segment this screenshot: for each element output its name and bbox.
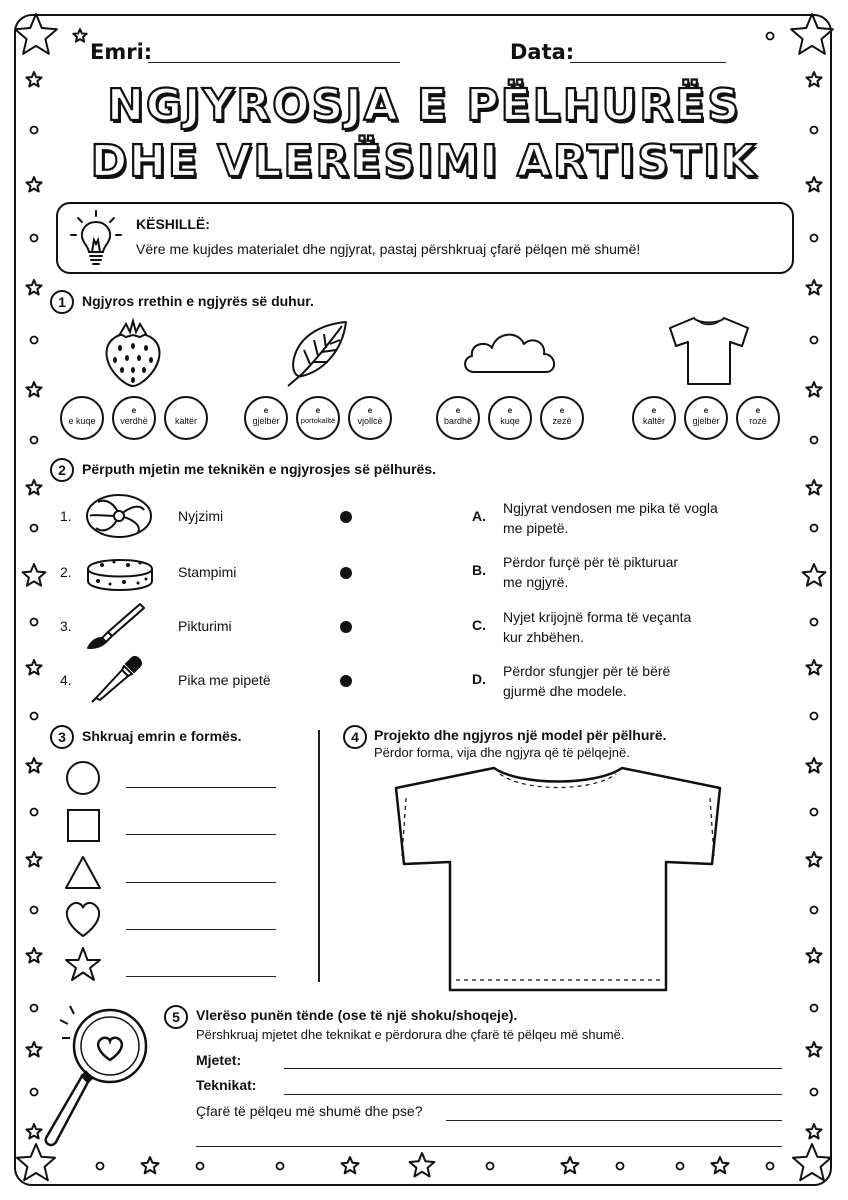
color-option-label: bardhë	[443, 416, 473, 426]
match-option-text: kur zhbëhen.	[503, 629, 584, 645]
color-option-label: zezë	[552, 416, 572, 426]
dot-icon	[811, 809, 818, 816]
star-icon	[26, 948, 41, 963]
section-5-title: Vlerëso punën tënde (ose të një shoku/shoqeje).	[196, 1007, 518, 1023]
question-label: Çfarë të pëlqeu më shumë dhe pse?	[196, 1103, 423, 1119]
match-option-text: gjurmë dhe modele.	[503, 683, 627, 699]
star-shape	[66, 948, 100, 980]
section-2-number: 2	[50, 458, 74, 482]
techniques-answer-line[interactable]	[284, 1094, 782, 1095]
color-option-bubble[interactable]	[684, 396, 728, 440]
star-icon	[26, 852, 41, 867]
section-4-subtitle: Përdor forma, vija dhe ngjyra që të pëlqejnë.	[374, 745, 630, 760]
square-shape	[68, 810, 99, 841]
star-icon	[806, 480, 821, 495]
design-tshirt-canvas[interactable]	[390, 764, 726, 994]
color-option-bubble[interactable]	[540, 396, 584, 440]
section-3-title: Shkruaj emrin e formës.	[82, 728, 242, 744]
dot-icon	[767, 33, 774, 40]
match-dot[interactable]	[340, 567, 352, 579]
color-option-label: kaltër	[174, 416, 197, 426]
color-option-bubble[interactable]	[112, 396, 156, 440]
tip-text: Vëre me kujdes materialet dhe ngjyrat, pastaj përshkruaj çfarë pëlqen më shumë!	[136, 241, 641, 257]
dot-icon	[811, 525, 818, 532]
color-option-label: gjelbër	[252, 416, 280, 426]
dot-icon	[31, 907, 38, 914]
match-item-number: 2.	[60, 564, 72, 580]
magnifier-heart-icon	[40, 1000, 150, 1150]
dot-icon	[31, 713, 38, 720]
star-icon	[26, 758, 41, 773]
star-icon	[806, 948, 821, 963]
dot-icon	[31, 437, 38, 444]
lightbulb-icon	[66, 208, 126, 268]
dot-icon	[197, 1163, 204, 1170]
star-icon	[806, 1124, 821, 1139]
star-icon	[806, 852, 821, 867]
star-icon	[803, 564, 826, 586]
section-4-title: Projekto dhe ngjyros një model për pëlhurë.	[374, 727, 667, 743]
star-icon	[806, 280, 821, 295]
match-option-text: Përdor furçë për të pikturuar	[503, 554, 679, 570]
corner-star-icon	[791, 14, 833, 54]
match-option-letter: D.	[472, 671, 486, 687]
color-option-prefix: e	[315, 406, 321, 415]
tools-label: Mjetet:	[196, 1052, 242, 1068]
color-option-bubble[interactable]	[164, 396, 208, 440]
dot-icon	[277, 1163, 284, 1170]
dot-icon	[31, 337, 38, 344]
match-item-label: Nyjzimi	[178, 508, 224, 524]
dot-icon	[617, 1163, 624, 1170]
dot-icon	[811, 437, 818, 444]
match-option-letter: C.	[472, 617, 486, 633]
dot-icon	[811, 619, 818, 626]
date-label: Data:	[510, 40, 575, 64]
dot-icon	[31, 235, 38, 242]
color-option-prefix: e	[367, 406, 373, 415]
match-item-number: 1.	[60, 508, 72, 524]
match-item-number: 3.	[60, 618, 72, 634]
cloud-icon	[460, 328, 560, 378]
page-title-line-1: NGJYROSJA E PËLHURËS	[107, 80, 741, 131]
dot-icon	[31, 809, 38, 816]
match-item-number: 4.	[60, 672, 72, 688]
star-icon	[26, 280, 41, 295]
star-icon	[806, 758, 821, 773]
sponge-icon	[84, 553, 156, 593]
color-option-prefix: e	[755, 406, 761, 415]
section-4-number: 4	[343, 725, 367, 749]
name-line[interactable]	[148, 62, 400, 63]
shape-answer-line[interactable]	[126, 976, 276, 977]
color-option-label: kaltër	[642, 416, 665, 426]
shape-answer-line[interactable]	[126, 834, 276, 835]
match-item-label: Pikturimi	[178, 618, 232, 634]
star-icon	[26, 660, 41, 675]
heart-shape	[67, 903, 99, 936]
match-dot[interactable]	[340, 621, 352, 633]
color-option-bubble[interactable]	[348, 396, 392, 440]
tshirt-icon	[664, 314, 754, 386]
star-icon	[26, 480, 41, 495]
dot-icon	[811, 337, 818, 344]
dot-icon	[31, 619, 38, 626]
shapes-column	[60, 756, 120, 996]
star-icon	[26, 382, 41, 397]
strawberry-icon	[98, 318, 168, 388]
dot-icon	[811, 1005, 818, 1012]
dot-icon	[487, 1163, 494, 1170]
dot-icon	[31, 1005, 38, 1012]
page-title-line-2: DHE VLERËSIMI ARTISTIK	[90, 136, 758, 187]
color-option-bubble[interactable]	[488, 396, 532, 440]
color-option-bubble[interactable]	[736, 396, 780, 440]
color-option-prefix: e	[559, 406, 565, 415]
section-1-title: Ngjyros rrethin e ngjyrës së duhur.	[82, 293, 314, 309]
color-option-bubble[interactable]	[296, 396, 340, 440]
match-option-text: Ngjyrat vendosen me pika të vogla	[503, 500, 718, 516]
match-option-text: Nyjet krijojnë forma të veçanta	[503, 609, 692, 625]
techniques-label: Teknikat:	[196, 1077, 257, 1093]
star-icon	[341, 1157, 358, 1173]
color-option-bubble[interactable]	[436, 396, 480, 440]
dot-icon	[811, 713, 818, 720]
section-5-number: 5	[164, 1005, 188, 1029]
star-icon	[806, 660, 821, 675]
dot-icon	[31, 525, 38, 532]
color-option-label: portokalltë	[300, 416, 336, 425]
dot-icon	[677, 1163, 684, 1170]
dot-icon	[97, 1163, 104, 1170]
circle-shape	[67, 762, 99, 794]
color-option-prefix: e	[651, 406, 657, 415]
triangle-shape	[66, 857, 100, 888]
tie-dye-icon	[84, 492, 154, 540]
star-icon	[73, 29, 86, 42]
question-answer-line[interactable]	[446, 1120, 782, 1121]
star-icon	[23, 564, 46, 586]
section-2-title: Përputh mjetin me teknikën e ngjyrosjes së pëlhurës.	[82, 461, 437, 477]
dot-icon	[811, 235, 818, 242]
star-icon	[410, 1153, 435, 1177]
color-option-label: e kuqe	[68, 416, 96, 426]
match-option-text: me pipetë.	[503, 520, 569, 536]
color-option-prefix: e	[263, 406, 269, 415]
color-option-prefix: e	[131, 406, 137, 415]
match-dot[interactable]	[340, 675, 352, 687]
star-icon	[806, 382, 821, 397]
section-5-subtitle: Përshkruaj mjetet dhe teknikat e përdorura dhe çfarë të pëlqeu më shumë.	[196, 1027, 625, 1042]
dot-icon	[811, 1089, 818, 1096]
shape-answer-line[interactable]	[126, 787, 276, 788]
star-icon	[561, 1157, 578, 1173]
shape-answer-line[interactable]	[126, 882, 276, 883]
date-line[interactable]	[570, 62, 726, 63]
dot-icon	[811, 907, 818, 914]
color-option-bubble[interactable]	[632, 396, 676, 440]
match-option-text: Përdor sfungjer për të bërë	[503, 663, 671, 679]
tip-box	[56, 202, 794, 274]
corner-star-icon	[15, 14, 57, 54]
color-option-prefix: e	[507, 406, 513, 415]
color-option-bubble[interactable]	[60, 396, 104, 440]
star-icon	[141, 1157, 158, 1173]
section-1-number: 1	[50, 290, 74, 314]
color-option-prefix: e	[455, 406, 461, 415]
question-answer-line-2[interactable]	[196, 1146, 782, 1147]
leaf-icon	[284, 318, 354, 388]
color-option-label: kuqe	[500, 416, 520, 426]
color-option-label: rozë	[749, 416, 767, 426]
section-divider	[318, 730, 320, 982]
section-3-number: 3	[50, 725, 74, 749]
name-label: Emri:	[90, 40, 153, 64]
color-option-label: vjollcë	[357, 416, 383, 426]
color-option-prefix: e	[703, 406, 709, 415]
star-icon	[806, 1042, 821, 1057]
star-icon	[711, 1157, 728, 1173]
dot-icon	[31, 1089, 38, 1096]
match-dot[interactable]	[340, 511, 352, 523]
tools-answer-line[interactable]	[284, 1068, 782, 1069]
match-option-text: me ngjyrë.	[503, 574, 569, 590]
corner-star-icon	[793, 1144, 831, 1180]
tip-heading: KËSHILLË:	[136, 216, 210, 232]
color-option-label: gjelbër	[692, 416, 720, 426]
match-item-label: Pika me pipetë	[178, 672, 271, 688]
match-option-letter: A.	[472, 508, 486, 524]
color-option-label: verdhë	[120, 416, 148, 426]
match-item-label: Stampimi	[178, 564, 237, 580]
pipette-icon	[86, 654, 146, 704]
color-option-bubble[interactable]	[244, 396, 288, 440]
shape-answer-line[interactable]	[126, 929, 276, 930]
dot-icon	[767, 1163, 774, 1170]
match-option-letter: B.	[472, 562, 486, 578]
paintbrush-icon	[86, 600, 146, 650]
